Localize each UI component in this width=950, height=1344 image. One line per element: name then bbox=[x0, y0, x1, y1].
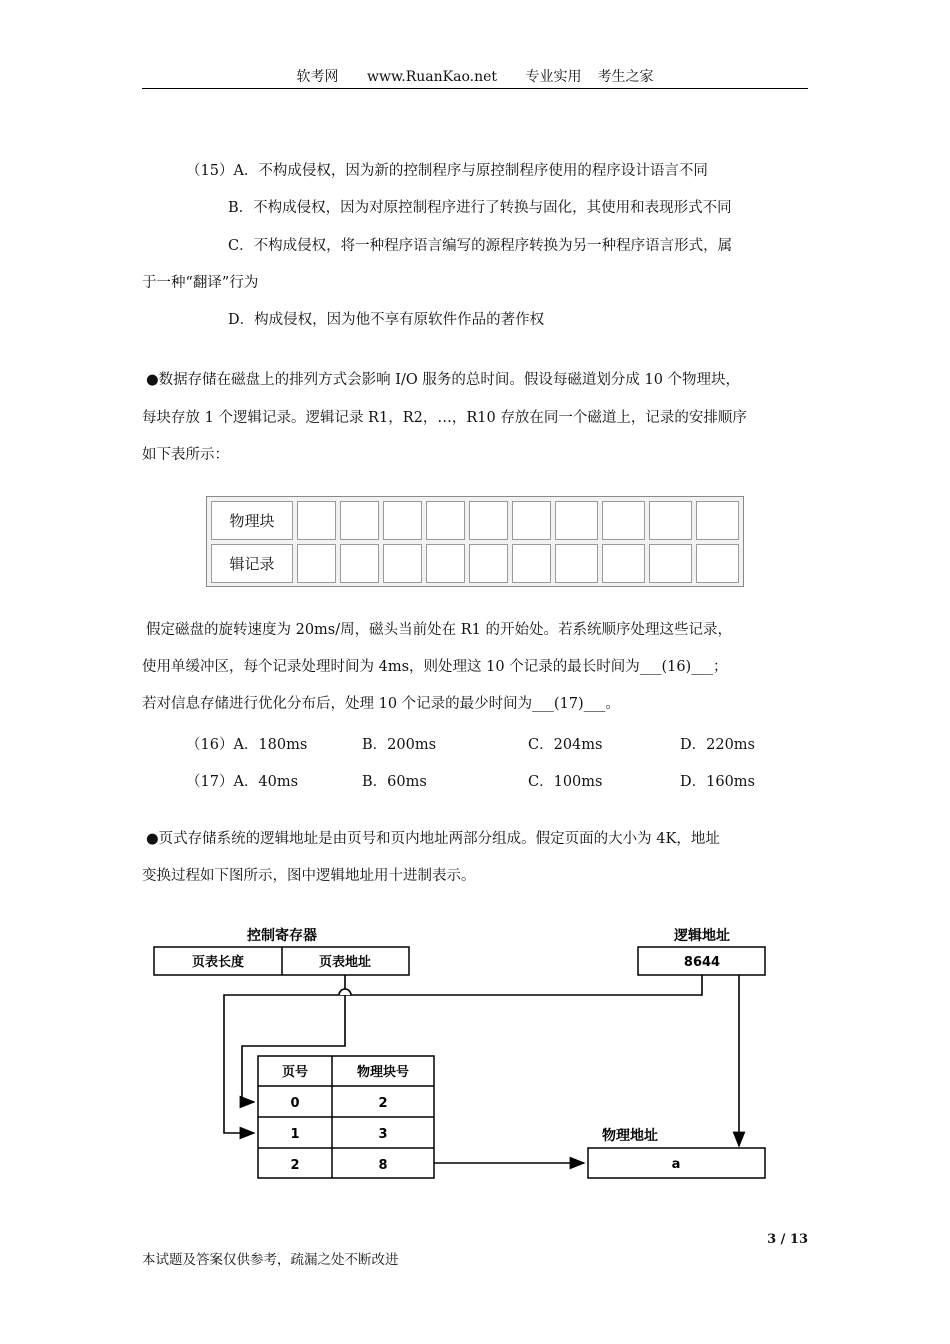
physical-address-value: a bbox=[671, 1157, 681, 1172]
page-table-row0-page: 0 bbox=[290, 1096, 300, 1111]
logical-address-value: 8644 bbox=[683, 955, 721, 970]
q17-option-a: （17）A．40ms bbox=[186, 774, 299, 790]
disk-para-line1: ●数据存储在磁盘上的排列方式会影响 I/O 服务的总时间。假设每磁道划分成 10 个物理块， bbox=[146, 372, 741, 388]
disk-para-line2: 每块存放 1 个逻辑记录。逻辑记录 R1，R2，…，R10 存放在同一个磁道上，记录的安排顺序 bbox=[142, 410, 747, 426]
header-url[interactable]: www.RuanKao.net bbox=[366, 69, 498, 85]
page-table-row0-block: 2 bbox=[378, 1096, 388, 1111]
q15-option-b: B．不构成侵权，因为对原控制程序进行了转换与固化，其使用和表现形式不同 bbox=[228, 200, 732, 216]
page-table-row1-block: 3 bbox=[378, 1127, 388, 1142]
page-table-row1-page: 1 bbox=[290, 1127, 300, 1142]
physical-address-label: 物理地址 bbox=[602, 1128, 658, 1144]
disk-para-line3: 如下表所示： bbox=[142, 447, 229, 463]
q17-option-b: B．60ms bbox=[362, 774, 427, 790]
header-slogan-2: 考生之家 bbox=[597, 69, 654, 85]
page-table-row2-page: 2 bbox=[290, 1158, 300, 1173]
table-label-logical-record: 辑记录 bbox=[211, 544, 293, 583]
page-table-address-cell: 页表地址 bbox=[318, 955, 372, 970]
paging-para-line2: 变换过程如下图所示，图中逻辑地址用十进制表示。 bbox=[142, 868, 476, 884]
q17-option-c: C．100ms bbox=[528, 774, 603, 790]
table-label-physical-block: 物理块 bbox=[211, 501, 293, 540]
q16-option-b: B．200ms bbox=[362, 737, 437, 753]
paging-para-line1: ●页式存储系统的逻辑地址是由页号和页内地址两部分组成。假定页面的大小为 4K，地址 bbox=[146, 831, 720, 847]
header-site: 软考网 bbox=[296, 69, 339, 85]
control-register-label: 控制寄存器 bbox=[247, 928, 317, 944]
q16-option-d: D．220ms bbox=[680, 737, 755, 753]
page-table-length-cell: 页表长度 bbox=[191, 955, 245, 970]
page-table-col-page: 页号 bbox=[281, 1065, 309, 1080]
q17-option-d: D．160ms bbox=[680, 774, 755, 790]
footer-note: 本试题及答案仅供参考，疏漏之处不断改进 bbox=[142, 1252, 399, 1268]
q16-option-c: C．204ms bbox=[528, 737, 603, 753]
disk-para-line4: 假定磁盘的旋转速度为 20ms/周，磁头当前处在 R1 的开始处。若系统顺序处理这些记录， bbox=[146, 622, 732, 638]
logical-address-label: 逻辑地址 bbox=[674, 928, 730, 944]
page-table-col-block: 物理块号 bbox=[356, 1065, 410, 1080]
q15-option-c-line1: C．不构成侵权，将一种程序语言编写的源程序转换为另一种程序语言形式，属 bbox=[228, 238, 733, 254]
page-number: 3 / 13 bbox=[767, 1232, 808, 1247]
q16-option-a: （16）A．180ms bbox=[186, 737, 308, 753]
q15-option-d: D．构成侵权，因为他不享有原软件作品的著作权 bbox=[228, 312, 545, 328]
disk-para-line6: 若对信息存储进行优化分布后，处理 10 个记录的最少时间为___(17)___。 bbox=[142, 696, 620, 712]
disk-para-line5: 使用单缓冲区，每个记录处理时间为 4ms，则处理这 10 个记录的最长时间为___(16)___； bbox=[142, 659, 728, 675]
page-table-row2-block: 8 bbox=[378, 1158, 388, 1173]
q15-option-c-line2: 于一种“翻译”行为 bbox=[142, 275, 259, 291]
q15-option-a: （15）A．不构成侵权，因为新的控制程序与原控制程序使用的程序设计语言不同 bbox=[186, 163, 708, 179]
header-slogan-1: 专业实用 bbox=[525, 69, 582, 85]
